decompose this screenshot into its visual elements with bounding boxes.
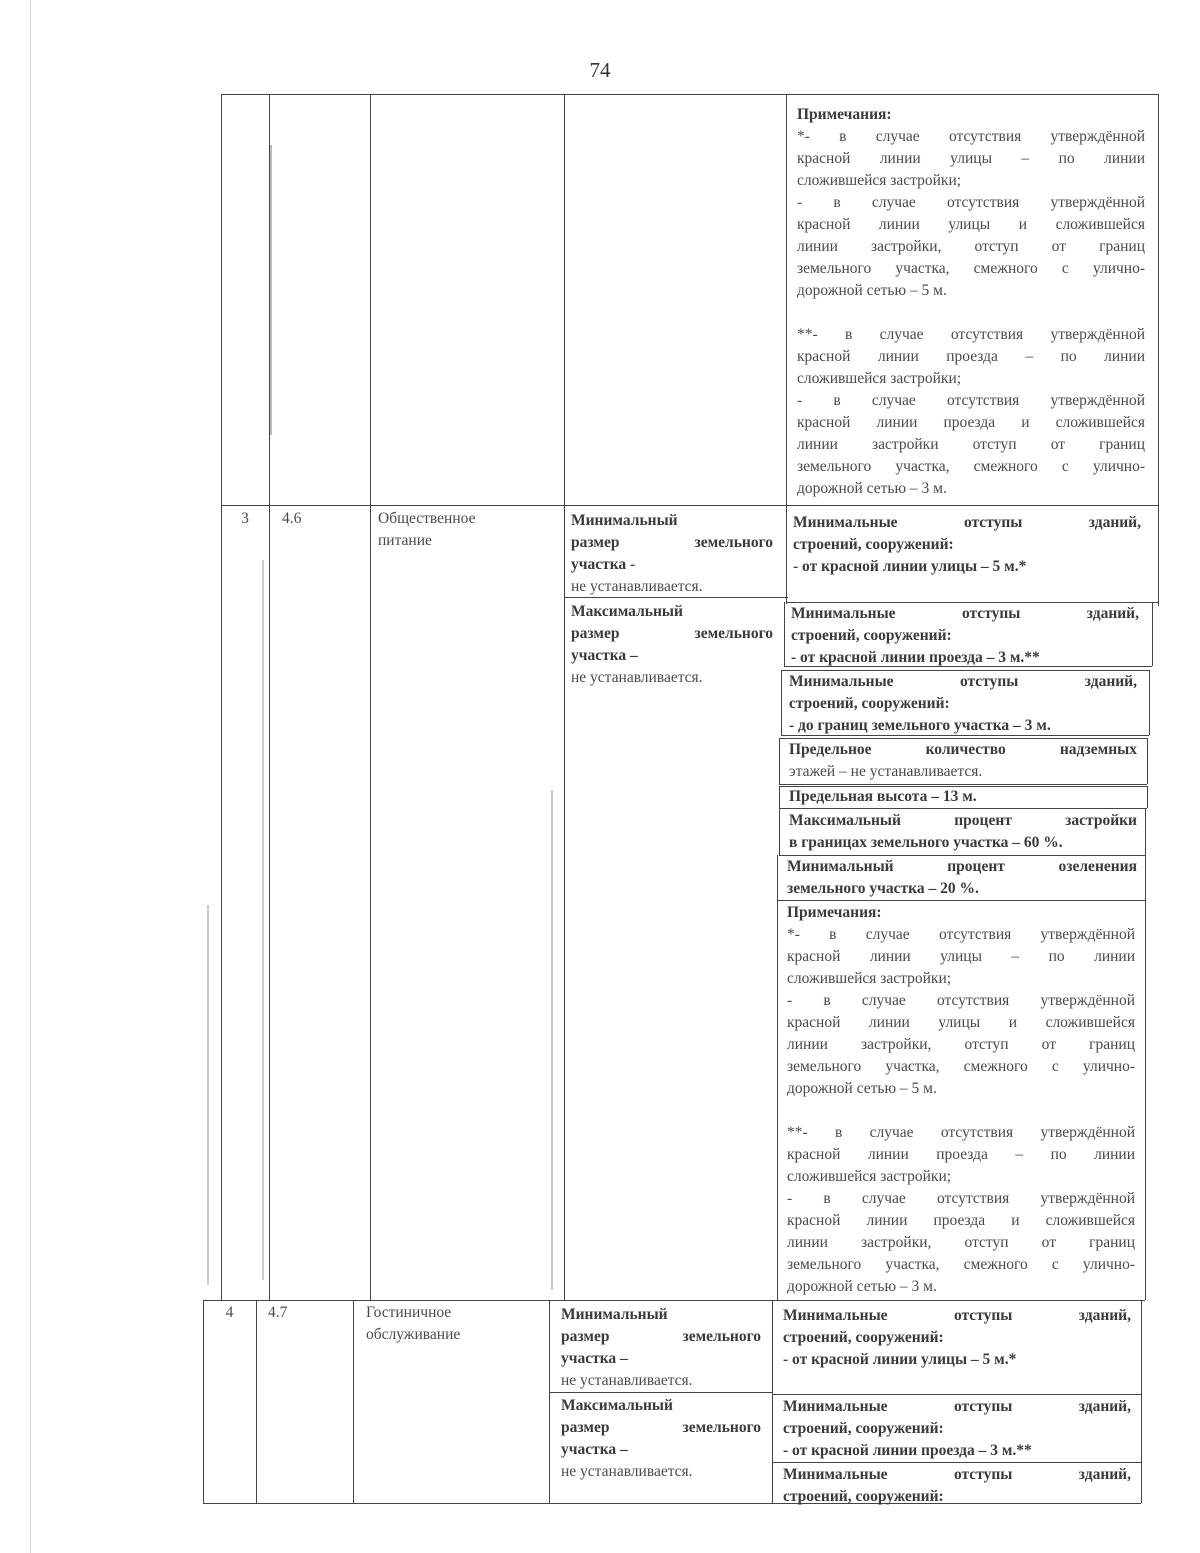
param-setback-driveway: Минимальные отступы зданий, строений, сооружений: - от красной линии проезда – 3 м.** (783, 1398, 1131, 1459)
max-plot-size: Максимальный размер земельного участка – не устанавливается. (571, 603, 773, 686)
note-line: дорожной сетью – 5 м. (797, 282, 947, 299)
param-height: Предельная высота – 13 м. (789, 788, 977, 805)
note-line: - в случае отсутствия утверждённой (787, 992, 1135, 1009)
note-line: красной линии улицы – по линии (797, 150, 1145, 167)
note-line: - в случае отсутствия утверждённой (797, 392, 1145, 409)
note-line: - в случае отсутствия утверждённой (797, 194, 1145, 211)
param-setback-driveway: Минимальные отступы зданий, строений, сооружений: - от красной линии проезда – 3 м.** (791, 605, 1139, 666)
notes-block-row3 (787, 902, 1135, 1298)
note-line: красной линии проезда – по линии (787, 1146, 1135, 1163)
note-line: **- в случае отсутствия утверждённой (797, 326, 1145, 343)
note-line: красной линии улицы и сложившейся (787, 1014, 1135, 1031)
row-code: 4.6 (282, 510, 302, 527)
param-setback-boundary: Минимальные отступы зданий, строений, сооружений: (783, 1466, 1131, 1505)
note-line: земельного участка, смежного с улично- (787, 1058, 1135, 1075)
note-line: сложившейся застройки; (797, 370, 962, 387)
note-line: *- в случае отсутствия утверждённой (797, 128, 1145, 145)
note-line: **- в случае отсутствия утверждённой (787, 1124, 1135, 1141)
row-name: Общественное питание (378, 510, 476, 549)
note-line: линии застройки, отступ от границ (787, 1234, 1135, 1251)
row-name: Гостиничное обслуживание (366, 1304, 461, 1343)
note-line: сложившейся застройки; (797, 172, 962, 189)
max-plot-size: Максимальный размер земельного участка – не устанавливается. (561, 1397, 761, 1480)
note-line: земельного участка, смежного с улично- (787, 1256, 1135, 1273)
note-line: красной линии улицы и сложившейся (797, 216, 1145, 233)
note-line: дорожной сетью – 3 м. (797, 480, 947, 497)
param-build-coverage: Максимальный процент застройки в границах земельного участка – 60 %. (789, 812, 1137, 851)
notes-header: Примечания: (787, 904, 882, 921)
note-line: сложившейся застройки; (787, 1168, 952, 1185)
note-line: *- в случае отсутствия утверждённой (787, 926, 1135, 943)
note-line: линии застройки, отступ от границ (787, 1036, 1135, 1053)
param-floors: Предельное количество надземных этажей – не устанавливается. (789, 741, 1137, 780)
note-line: земельного участка, смежного с улично- (797, 260, 1145, 277)
param-setback-street: Минимальные отступы зданий, строений, сооружений: - от красной линии улицы – 5 м.* (793, 514, 1141, 575)
note-line: сложившейся застройки; (787, 970, 952, 987)
min-plot-size: Минимальный размер земельного участка - не устанавливается. (571, 512, 773, 595)
note-line: земельного участка, смежного с улично- (797, 458, 1145, 475)
note-line: красной линии проезда и сложившейся (797, 414, 1145, 431)
note-line: - в случае отсутствия утверждённой (787, 1190, 1135, 1207)
param-setback-street: Минимальные отступы зданий, строений, сооружений: - от красной линии улицы – 5 м.* (783, 1307, 1131, 1368)
note-line: линии застройки, отступ от границ (797, 238, 1145, 255)
note-line: дорожной сетью – 3 м. (787, 1278, 937, 1295)
note-line: красной линии проезда – по линии (797, 348, 1145, 365)
page-number: 74 (589, 58, 611, 82)
note-line: линии застройки отступ от границ (797, 436, 1145, 453)
row-number: 3 (241, 510, 249, 527)
param-setback-boundary: Минимальные отступы зданий, строений, сооружений: - до границ земельного участка – 3 м. (789, 673, 1137, 734)
notes-header: Примечания: (797, 106, 892, 123)
note-line: красной линии улицы – по линии (787, 948, 1135, 965)
row-code: 4.7 (268, 1304, 288, 1321)
min-plot-size: Минимальный размер земельного участка – не устанавливается. (561, 1306, 761, 1389)
param-greening: Минимальный процент озеленения земельного участка – 20 %. (787, 858, 1137, 897)
row-number: 4 (225, 1304, 234, 1321)
note-line: красной линии проезда и сложившейся (787, 1212, 1135, 1229)
notes-block-1 (797, 104, 1145, 500)
note-line: дорожной сетью – 5 м. (787, 1080, 937, 1097)
